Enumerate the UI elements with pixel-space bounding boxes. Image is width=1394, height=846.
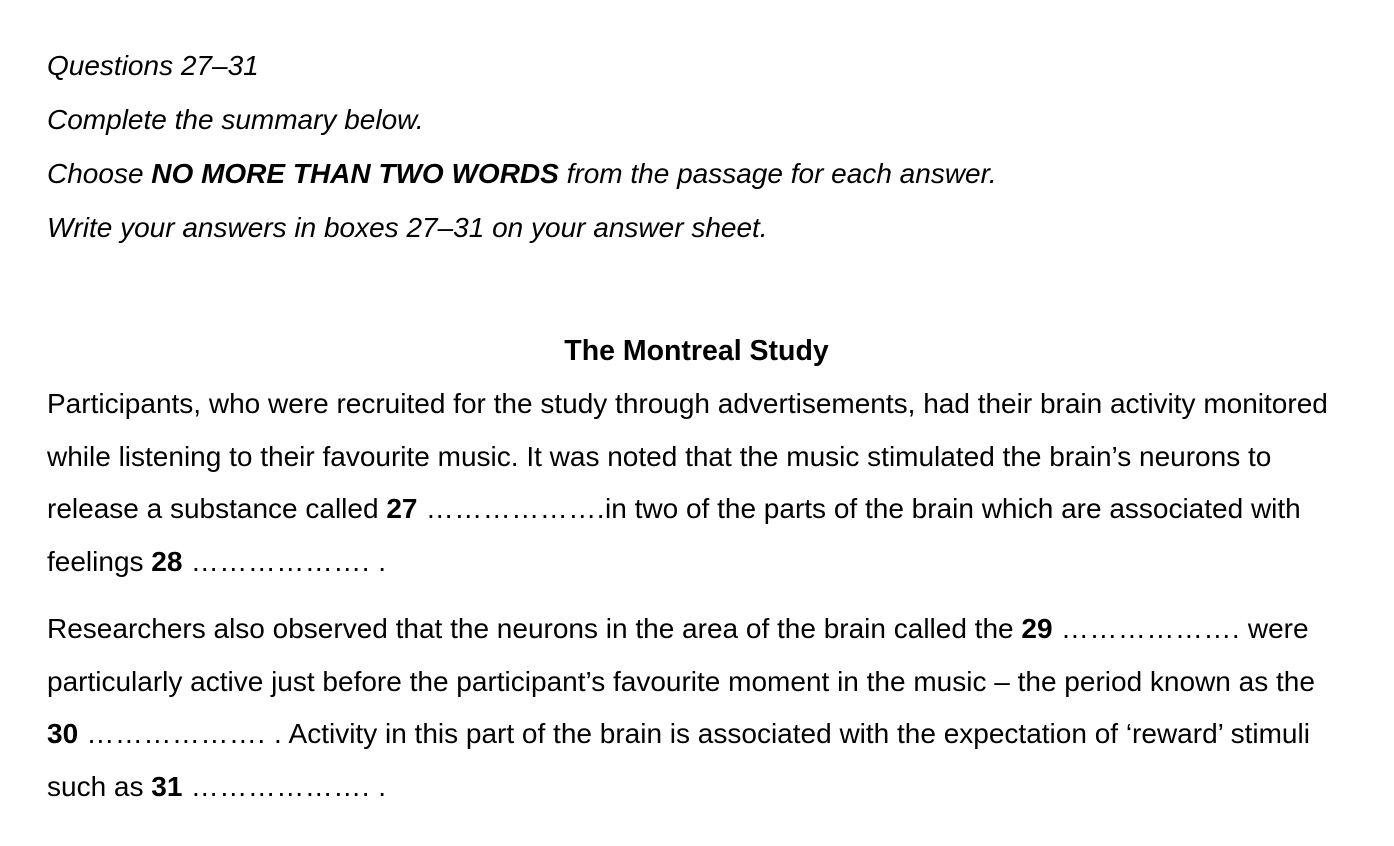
instruction-text: Choose xyxy=(47,158,152,189)
answer-blank-30: ………………. . xyxy=(78,718,283,749)
summary-text: in two of the parts of the brain which are associated with feelings xyxy=(47,493,1301,577)
instruction-complete-summary xyxy=(47,93,1346,147)
question-number-30: 30 xyxy=(47,718,79,749)
instruction-text: Complete the summary below. xyxy=(47,104,424,135)
question-number-31: 31 xyxy=(151,770,183,802)
questions-range-heading xyxy=(47,39,1346,93)
instruction-write-answers xyxy=(47,201,1346,255)
instruction-word-limit xyxy=(47,147,1346,201)
answer-blank-31: ………………. . xyxy=(182,770,387,802)
instruction-text: Write your answers in boxes 27–31 on your answer sheet. xyxy=(47,212,768,243)
summary-text: Participants, who were recruited for the study through advertisements, had their brain activity monitored while listening to their favourite music. It was noted that the music stimulated the brain’s neurons to release a substance called xyxy=(47,388,1328,524)
answer-blank-27: ………………. xyxy=(417,493,606,524)
answer-blank-29: ………………. xyxy=(1052,613,1241,644)
question-instructions xyxy=(47,39,1346,255)
summary-text: Activity in this part of the brain is associated with the expectation of ‘reward’ stimuli such as xyxy=(47,718,1310,802)
summary-paragraph-1 xyxy=(47,378,1346,588)
summary-paragraph-2 xyxy=(47,603,1346,813)
question-number-28: 28 xyxy=(151,545,183,577)
word-limit-emphasis: NO MORE THAN TWO WORDS xyxy=(151,158,559,189)
answer-blank-28: ………………. . xyxy=(182,545,387,577)
summary-title: The Montreal Study xyxy=(564,335,829,367)
questions-range-text: Questions 27–31 xyxy=(47,50,259,81)
question-number-27: 27 xyxy=(386,493,418,524)
question-number-29: 29 xyxy=(1021,613,1053,644)
instruction-text: from the passage for each answer. xyxy=(558,158,997,189)
summary-text: were particularly active just before the participant’s favourite moment in the music – the period known as the xyxy=(47,613,1315,697)
summary-text: Researchers also observed that the neurons in the area of the brain called the xyxy=(47,613,1022,644)
